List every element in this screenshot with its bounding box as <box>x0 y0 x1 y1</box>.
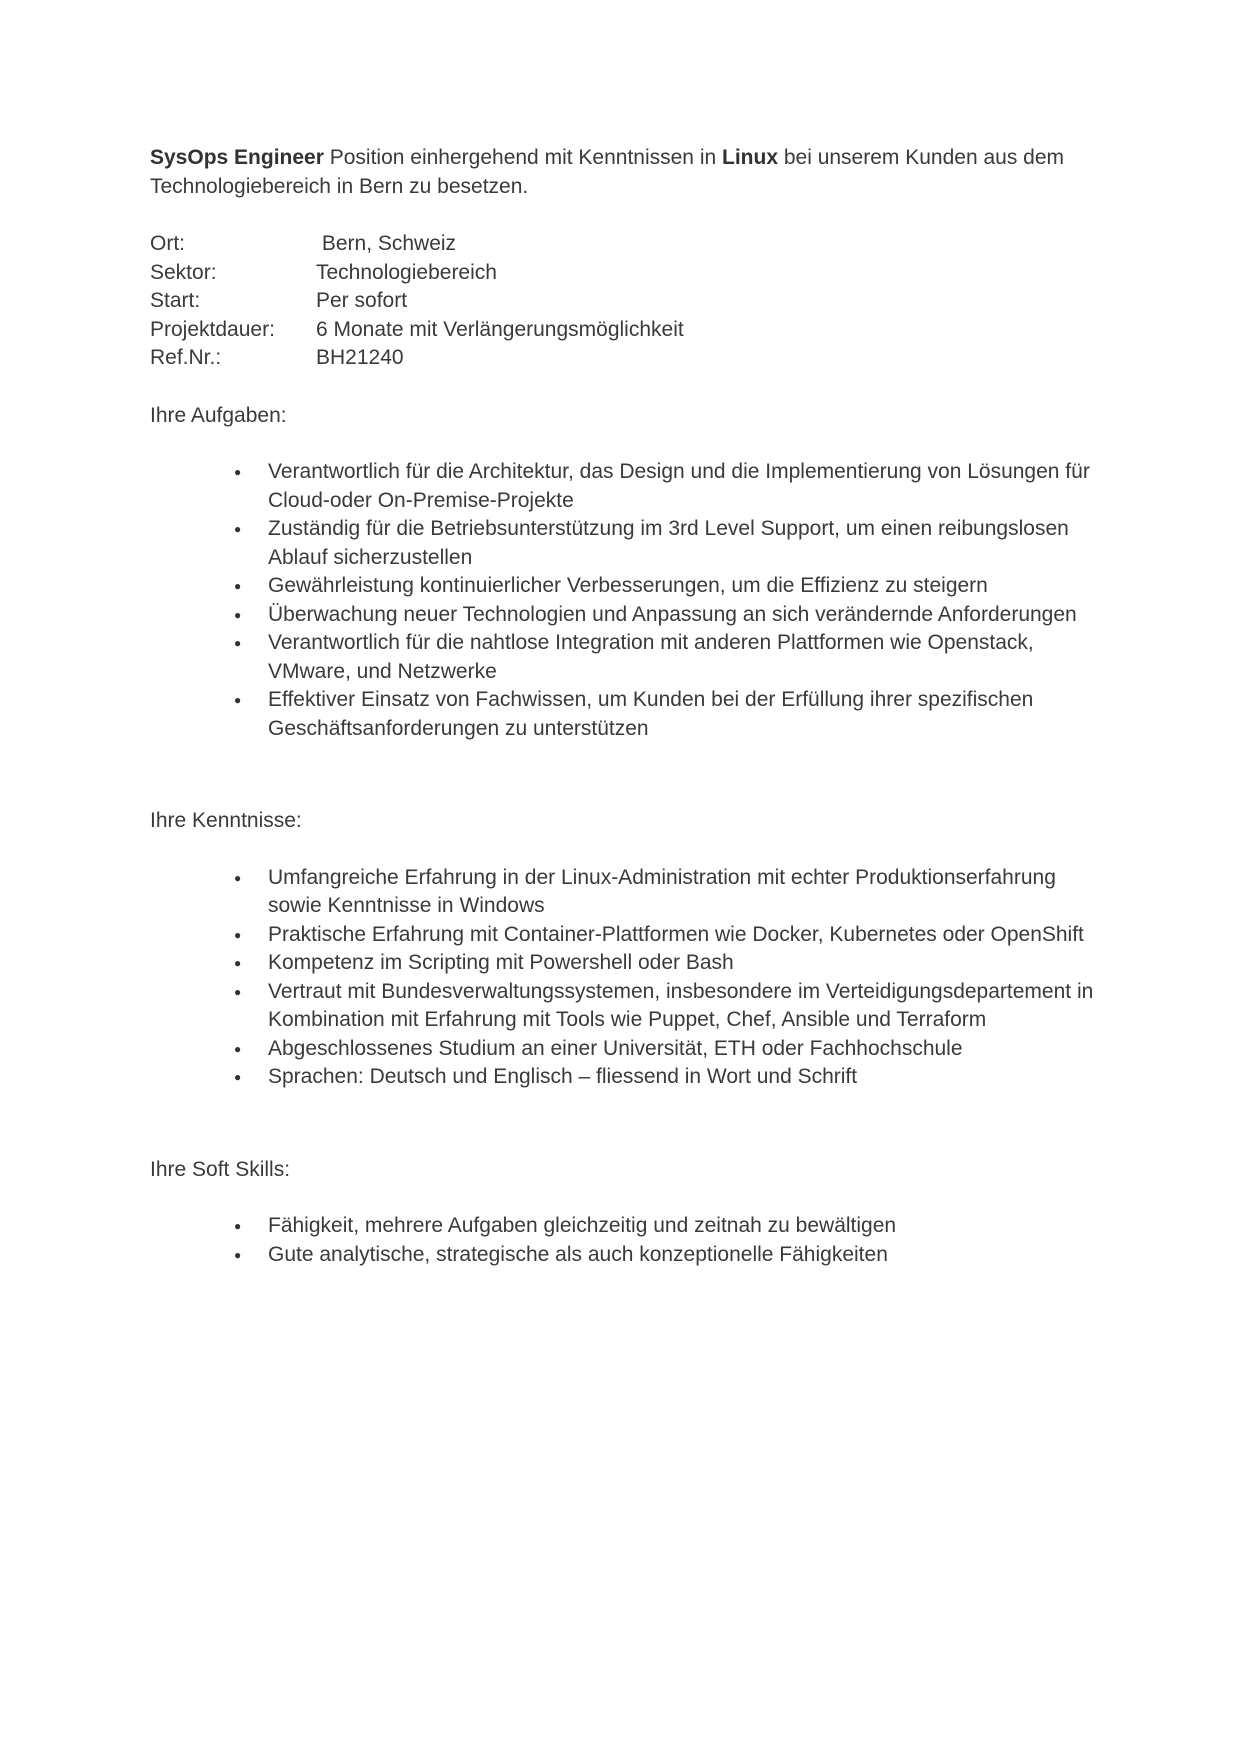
sections <box>150 402 1098 1270</box>
detail-label: Start: <box>150 289 201 312</box>
bullet-item <box>150 1241 1098 1270</box>
bullet-icon: ● <box>234 1219 242 1233</box>
bullet-text: Sprachen: Deutsch und Englisch – fliessend in Wort und Schrift <box>268 1065 858 1088</box>
bullet-icon: ● <box>234 465 242 479</box>
bullet-item <box>150 629 1098 686</box>
bullet-icon: ● <box>234 870 242 885</box>
bullet-text: Abgeschlossenes Studium an einer Universität, ETH oder Fachhochschule <box>268 1036 963 1060</box>
bullet-item <box>150 949 1098 978</box>
bullet-icon: ● <box>234 1041 242 1056</box>
bullet-text: Praktische Erfahrung mit Container-Plattformen wie Docker, Kubernetes oder OpenShift <box>268 922 1084 946</box>
bullet-text: Umfangreiche Erfahrung in der Linux-Administration mit echter Produktionserfahrung sowie Kenntnisse in Windows <box>268 865 1056 917</box>
bullet-text: Effektiver Einsatz von Fachwissen, um Kunden bei der Erfüllung ihrer spezifischen Geschäftsanforderungen zu unterstützen <box>268 688 1034 740</box>
intro-text: Position einhergehend mit Kenntnissen in <box>323 146 722 169</box>
detail-label: Projektdauer: <box>150 317 275 341</box>
bullet-text: Überwachung neuer Technologien und Anpassung an sich verändernde Anforderungen <box>268 602 1077 626</box>
bullet-icon: ● <box>234 522 242 536</box>
bullet-text: Vertraut mit Bundesverwaltungssystemen, insbesondere im Verteidigungsdepartement in Kombination mit Erfahrung mit Tools wie Puppet, Chef, Ansible und Terraform <box>268 979 1094 1031</box>
intro-text: bei unserem Kunden aus dem Technologiebereich in Bern zu besetzen. <box>150 146 1065 198</box>
detail-row <box>150 230 1098 259</box>
bullet-item <box>150 1035 1098 1064</box>
section-kenntnisse <box>150 807 1098 1092</box>
detail-label: Ort: <box>150 232 185 255</box>
bullet-item <box>150 864 1098 921</box>
detail-row <box>150 316 1098 345</box>
section-heading: Ihre Kenntnisse: <box>150 809 302 832</box>
detail-label: Ref.Nr.: <box>150 346 222 369</box>
intro-bold-text: Linux <box>722 146 778 169</box>
bullet-text: Verantwortlich für die Architektur, das Design und die Implementierung von Lösungen für Cloud-oder On-Premise-Projekte <box>268 460 1090 512</box>
bullet-icon: ● <box>234 956 242 970</box>
bullet-icon: ● <box>234 927 242 942</box>
detail-value: Technologiebereich <box>316 260 497 284</box>
details-list <box>150 230 1098 373</box>
detail-value: Bern, Schweiz <box>316 232 457 255</box>
bullet-icon: ● <box>234 579 242 593</box>
bullet-item <box>150 921 1098 950</box>
bullet-text: Gute analytische, strategische als auch konzeptionelle Fähigkeiten <box>268 1242 888 1266</box>
section-soft-skills <box>150 1156 1098 1270</box>
intro-bold-text: SysOps Engineer <box>150 146 324 169</box>
bullet-list <box>150 1212 1098 1269</box>
bullet-text: Zuständig für die Betriebsunterstützung im 3rd Level Support, um einen reibungslosen Ablauf sicherzustellen <box>268 517 1069 569</box>
detail-value: BH21240 <box>316 346 404 369</box>
intro-paragraph <box>150 144 1098 201</box>
bullet-item <box>150 1063 1098 1092</box>
bullet-list <box>150 458 1098 743</box>
bullet-icon: ● <box>234 636 242 650</box>
bullet-icon: ● <box>234 1247 242 1262</box>
detail-label: Sektor: <box>150 260 217 284</box>
bullet-item <box>150 572 1098 601</box>
detail-row <box>150 287 1098 316</box>
bullet-item <box>150 686 1098 743</box>
bullet-icon: ● <box>234 1070 242 1084</box>
bullet-item <box>150 601 1098 630</box>
bullet-item <box>150 515 1098 572</box>
bullet-item <box>150 978 1098 1035</box>
bullet-text: Fähigkeit, mehrere Aufgaben gleichzeitig und zeitnah zu bewältigen <box>268 1214 897 1237</box>
detail-row <box>150 259 1098 288</box>
bullet-text: Gewährleistung kontinuierlicher Verbesserungen, um die Effizienz zu steigern <box>268 574 988 597</box>
detail-value: 6 Monate mit Verlängerungsmöglichkeit <box>316 317 684 341</box>
section-heading: Ihre Soft Skills: <box>150 1157 291 1181</box>
detail-row <box>150 344 1098 373</box>
bullet-text: Verantwortlich für die nahtlose Integration mit anderen Plattformen wie Openstack, VMware, und Netzwerke <box>268 631 1034 683</box>
section-heading: Ihre Aufgaben: <box>150 403 287 427</box>
detail-value: Per sofort <box>316 289 408 312</box>
document-content <box>150 144 1098 1269</box>
bullet-item <box>150 458 1098 515</box>
bullet-item <box>150 1212 1098 1241</box>
bullet-icon: ● <box>234 607 242 622</box>
bullet-text: Kompetenz im Scripting mit Powershell oder Bash <box>268 951 734 974</box>
bullet-list <box>150 864 1098 1092</box>
bullet-icon: ● <box>234 984 242 999</box>
bullet-icon: ● <box>234 693 242 707</box>
section-aufgaben <box>150 402 1098 744</box>
